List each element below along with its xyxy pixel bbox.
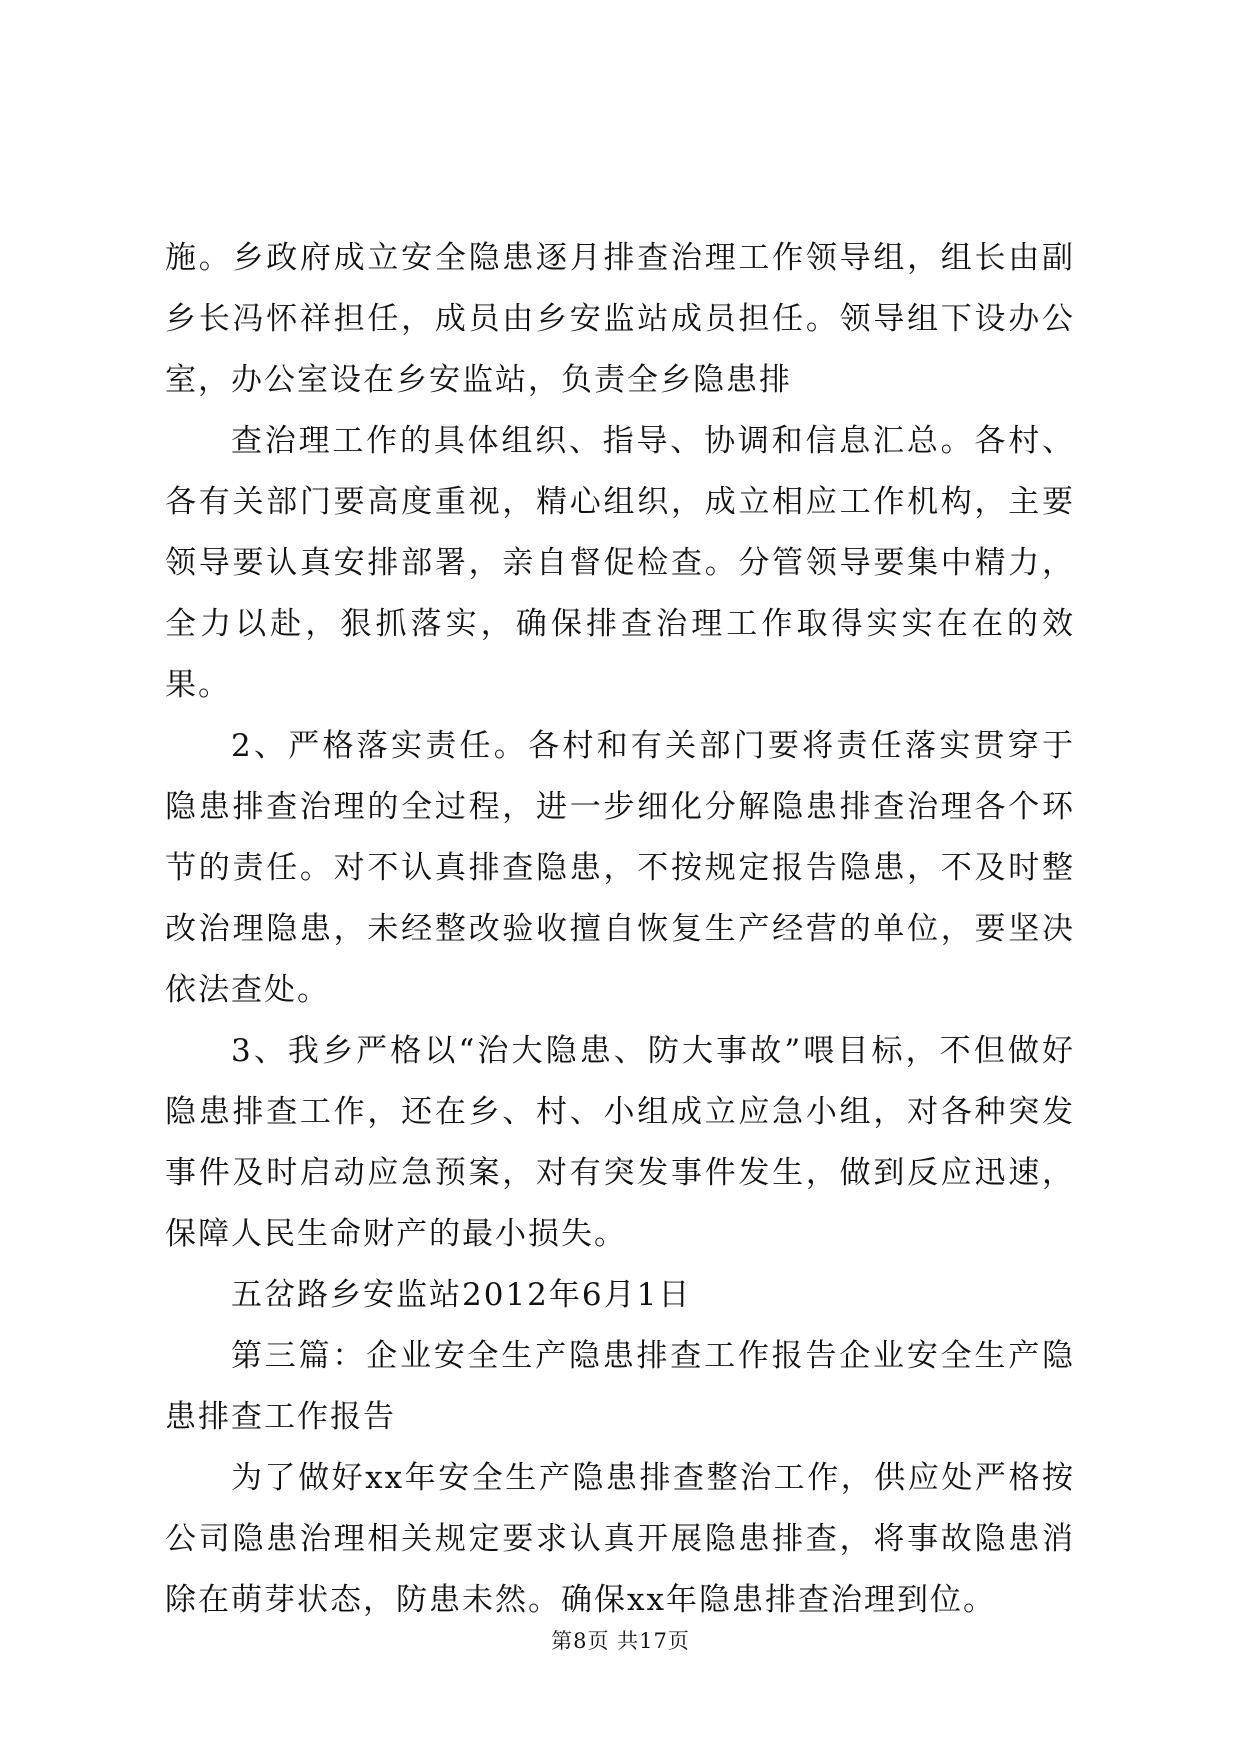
section-heading: 第三篇：企业安全生产隐患排查工作报告企业安全生产隐患排查工作报告 [165, 1338, 1075, 1435]
paragraph-7: 为了做好xx年安全生产隐患排查整治工作，供应处严格按公司隐患治理相关规定要求认真开展隐患排查，将事故隐患消除在萌芽状态，防患未然。确保xx年隐患排查治理到位。 [165, 1460, 1075, 1618]
paragraph-1: 施。乡政府成立安全隐患逐月排查治理工作领导组，组长由副乡长冯怀祥担任，成员由乡安监站成员担任。领导组下设办公室，办公室设在乡安监站，负责全乡隐患排 [165, 240, 1075, 398]
paragraph-4: 3、我乡严格以“治大隐患、防大事故”喂目标，不但做好隐患排查工作，还在乡、村、小组成立应急小组，对各种突发事件及时启动应急预案，对有突发事件发生，做到反应迅速，保障人民生命财产的最小损失。 [165, 1033, 1075, 1252]
page-number-footer: 第8页 共17页 [551, 1629, 690, 1653]
signature-line: 五岔路乡安监站2012年6月1日 [231, 1277, 692, 1313]
paragraph-2: 查治理工作的具体组织、指导、协调和信息汇总。各村、各有关部门要高度重视，精心组织，成立相应工作机构，主要领导要认真安排部署，亲自督促检查。分管领导要集中精力，全力以赴，狠抓落实，确保排查治理工作取得实实在在的效果。 [165, 423, 1075, 703]
document-body [165, 228, 1075, 1631]
paragraph-3: 2、严格落实责任。各村和有关部门要将责任落实贯穿于隐患排查治理的全过程，进一步细化分解隐患排查治理各个环节的责任。对不认真排查隐患，不按规定报告隐患，不及时整改治理隐患，未经整改验收擅自恢复生产经营的单位，要坚决依法查处。 [165, 728, 1075, 1008]
